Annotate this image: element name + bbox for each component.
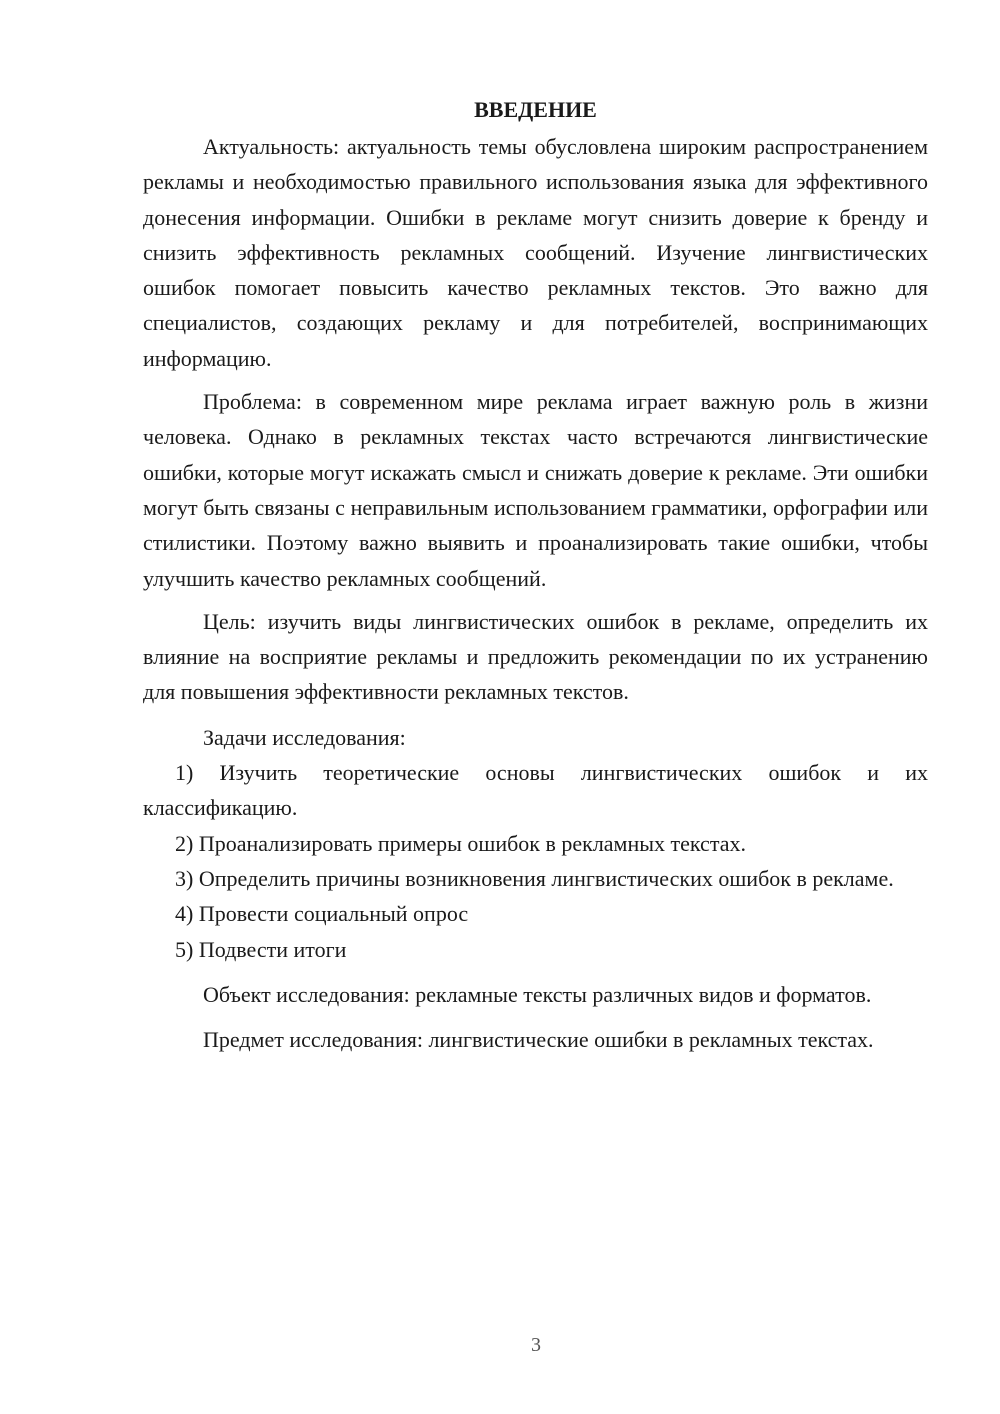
object-paragraph: Объект исследования: рекламные тексты различных видов и форматов. [203,981,872,1007]
page-number: 3 [531,1334,541,1356]
task-item-3: 3) Определить причины возникновения лингвистических ошибок в рекламе. [175,865,894,891]
task-item-5: 5) Подвести итоги [175,936,347,962]
task-item-4: 4) Провести социальный опрос [175,901,469,927]
subject-paragraph: Предмет исследования: лингвистические ошибки в рекламных текстах. [203,1027,874,1053]
tasks-heading: Задачи исследования: [203,724,406,750]
problem-paragraph: Проблема: в современном мире реклама играет важную роль в жизни человека. Однако в рекламных текстах часто встречаются лингвистические ошибки, которые могут искажать смысл и снижать доверие к рекламе. Эти ошибки могут быть связаны с неправильным использованием грамматики, орфографии или стилистики. Поэтому важно выявить и проанализировать такие ошибки, чтобы улучшить качество рекламных сообщений. [143,389,928,591]
page-content [143,92,928,1057]
section-heading: ВВЕДЕНИЕ [474,97,597,122]
task-item-2: 2) Проанализировать примеры ошибок в рекламных текстах. [175,830,746,856]
task-item-1: 1) Изучить теоретические основы лингвистических ошибок и их классификацию. [143,760,928,821]
relevance-paragraph: Актуальность: актуальность темы обусловлена широким распространением рекламы и необходимостью правильного использования языка для эффективного донесения информации. Ошибки в рекламе могут снизить доверие к бренду и снизить эффективность рекламных сообщений. Изучение лингвистических ошибок помогает повысить качество рекламных текстов. Это важно для специалистов, создающих рекламу и для потребителей, воспринимающих информацию. [143,134,928,371]
goal-paragraph: Цель: изучить виды лингвистических ошибок в рекламе, определить их влияние на восприятие рекламы и предложить рекомендации по их устранению для повышения эффективности рекламных текстов. [143,608,928,705]
